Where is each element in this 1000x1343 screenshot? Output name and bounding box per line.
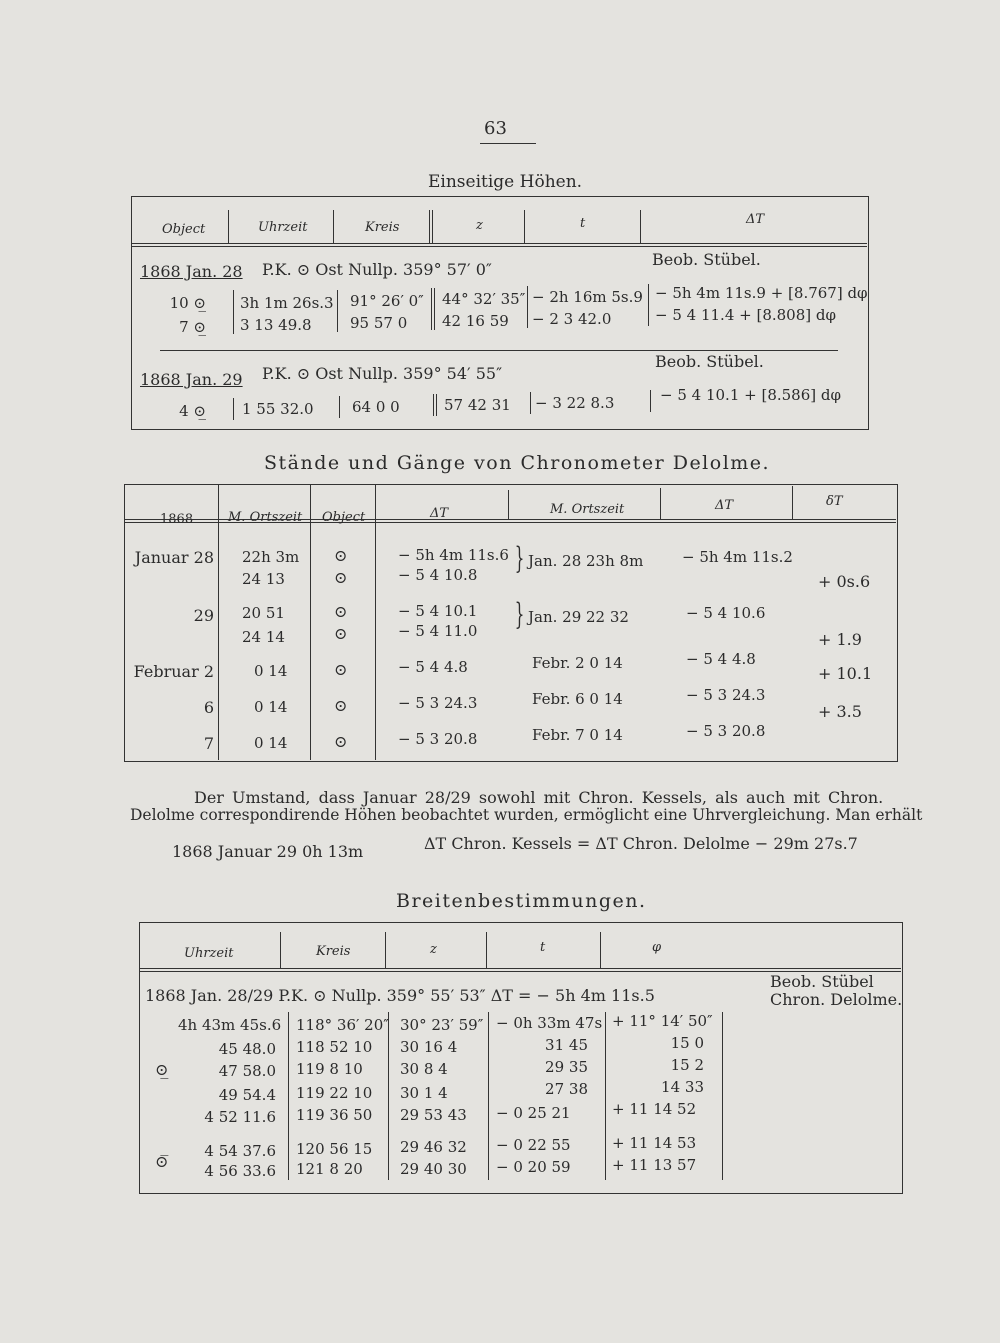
s2-r3-object: ⊙: [334, 602, 348, 621]
s2-header-dt2: ΔT: [715, 498, 734, 513]
s2-right-2-ortszeit: Jan. 29 22 32: [528, 608, 629, 626]
s2-col-div: [508, 490, 509, 520]
s3-beob1: Beob. Stübel: [770, 972, 874, 991]
s3-header-phi: φ: [652, 940, 662, 955]
s2-r3-date: 29: [193, 606, 214, 625]
s3-r7-z: 29 40 30: [400, 1160, 467, 1178]
s2-r7-date: 7: [203, 734, 214, 753]
s1-header-uhrzeit: Uhrzeit: [258, 220, 308, 235]
s1-header-t: t: [580, 216, 586, 231]
s1-g1-beob: Beob. Stübel.: [652, 250, 761, 269]
s1-g1-col-div: [527, 286, 528, 328]
s1-g1-r2-dt: − 5 4 11.4 + [8.808] dφ: [655, 306, 836, 324]
s3-r4-phi: 14 33: [661, 1078, 704, 1096]
s1-g1-col-div: [434, 288, 435, 330]
s2-r6-dt: − 5 3 24.3: [398, 694, 478, 712]
s1-g1-r1-t: − 2h 16m 5s.9: [532, 288, 643, 306]
s1-g1-r1-kreis: 91° 26′ 0″: [350, 292, 424, 310]
s2-r2-dt: − 5 4 10.8: [398, 566, 478, 584]
page-number-rule: [480, 143, 536, 144]
s3-r1-phi: + 11° 14′ 50″: [612, 1012, 713, 1030]
s3-col-div: [722, 1012, 723, 1180]
s3-r6-kreis: 120 56 15: [296, 1140, 373, 1158]
page-number: 63: [484, 118, 507, 139]
s3-col-div: [605, 1012, 606, 1180]
s3-object-1: ⊙̲: [155, 1060, 169, 1079]
s1-g1-r1-dt: − 5h 4m 11s.9 + [8.767] dφ: [655, 284, 868, 302]
s3-r2-uhrzeit: 45 48.0: [218, 1040, 276, 1058]
s1-g1-r1-object: 10 ⊙̲: [169, 294, 206, 312]
s2-r2-ortszeit: 24 13: [242, 570, 285, 588]
s3-r3-uhrzeit: 47 58.0: [218, 1062, 276, 1080]
s2-brace-2: }: [514, 597, 525, 632]
section3-title: Breitenbestimmungen.: [396, 890, 647, 912]
s3-r5-uhrzeit: 4 52 11.6: [204, 1108, 276, 1126]
section2-table: [124, 484, 898, 762]
s1-g2-r1-t: − 3 22 8.3: [535, 394, 615, 412]
paragraph-line1: Der Umstand, dass Januar 28/29 sowohl mit Chron. Kessels, als auch mit Chron.: [194, 788, 884, 807]
s1-g1-r2-t: − 2 3 42.0: [532, 310, 612, 328]
s2-right-4-ortszeit: Febr. 6 0 14: [532, 690, 623, 708]
s2-r3-dt: − 5 4 10.1: [398, 602, 478, 620]
s3-header-rule: [139, 968, 901, 969]
s1-header-kreis: Kreis: [365, 220, 400, 235]
s1-g2-r1-uhrzeit: 1 55 32.0: [242, 400, 314, 418]
section1-title: Einseitige Höhen.: [428, 172, 583, 192]
s1-col-div: [429, 210, 430, 243]
s2-header-object: Object: [322, 510, 366, 525]
s2-right-3-dt: − 5 4 4.8: [686, 650, 756, 668]
s1-g1-r1-uhrzeit: 3h 1m 26s.3: [240, 294, 334, 312]
s1-g2-r1-kreis: 64 0 0: [352, 398, 400, 416]
s2-r7-dt: − 5 3 20.8: [398, 730, 478, 748]
s2-r1-dt: − 5h 4m 11s.6: [398, 546, 509, 564]
s3-r5-kreis: 119 36 50: [296, 1106, 373, 1124]
s3-r4-kreis: 119 22 10: [296, 1084, 373, 1102]
s2-delta-1: + 0s.6: [818, 572, 871, 591]
s2-brace-1: }: [514, 541, 525, 576]
s3-r7-t: − 0 20 59: [496, 1158, 571, 1176]
s3-col-div: [280, 932, 281, 968]
s1-g1-col-div: [648, 284, 649, 326]
s1-group-separator: [160, 350, 838, 351]
s1-header-dt: ΔT: [746, 212, 765, 227]
s1-g1-col-div: [233, 290, 234, 334]
s3-col-div: [388, 1012, 389, 1180]
s2-right-5-ortszeit: Febr. 7 0 14: [532, 726, 623, 744]
s1-g2-col-div: [436, 394, 437, 416]
s3-r1-kreis: 118° 36′ 20″: [296, 1016, 389, 1034]
s2-r6-ortszeit: 0 14: [254, 698, 288, 716]
s3-r4-z: 30 1 4: [400, 1084, 448, 1102]
s1-g1-r2-object: 7 ⊙̲: [179, 318, 206, 336]
s2-right-5-dt: − 5 3 20.8: [686, 722, 766, 740]
s1-header-rule2: [131, 246, 867, 247]
paragraph-line2: Delolme correspondirende Höhen beobachtet wurden, ermöglicht eine Uhrvergleichung. Man erhält: [130, 806, 923, 824]
s1-col-div: [640, 210, 641, 243]
s1-g2-date: 1868 Jan. 29: [140, 370, 243, 389]
s2-r5-dt: − 5 4 4.8: [398, 658, 468, 676]
s2-col-div: [660, 488, 661, 520]
s2-r6-object: ⊙: [334, 696, 348, 715]
s1-col-div: [228, 210, 229, 243]
s3-r3-phi: 15 2: [670, 1056, 704, 1074]
s2-r2-object: ⊙: [334, 568, 348, 587]
s1-g1-r2-uhrzeit: 3 13 49.8: [240, 316, 312, 334]
s2-header-ortszeit2: M. Ortszeit: [550, 502, 625, 517]
s1-g2-r1-object: 4 ⊙̲: [179, 402, 206, 420]
s1-header-z: z: [476, 218, 483, 233]
s2-r5-date: Februar 2: [133, 662, 214, 681]
s3-r6-z: 29 46 32: [400, 1138, 467, 1156]
s3-r5-phi: + 11 14 52: [612, 1100, 697, 1118]
s2-delta-2: + 1.9: [818, 630, 862, 649]
s3-col-div: [288, 1012, 289, 1180]
s1-header-rule: [131, 243, 867, 244]
s1-g1-r2-kreis: 95 57 0: [350, 314, 408, 332]
s3-info: 1868 Jan. 28/29 P.K. ⊙ Nullp. 359° 55′ 53″ ΔT = − 5h 4m 11s.5: [145, 986, 655, 1005]
s2-right-4-dt: − 5 3 24.3: [686, 686, 766, 704]
s1-g2-col-div: [339, 396, 340, 418]
s3-header-kreis: Kreis: [316, 944, 351, 959]
s1-g2-r1-dt: − 5 4 10.1 + [8.586] dφ: [660, 386, 841, 404]
s3-object-2: ⊙̅: [155, 1152, 169, 1171]
s3-r5-z: 29 53 43: [400, 1106, 467, 1124]
s1-g1-col-div: [337, 290, 338, 332]
s3-header-z: z: [430, 942, 437, 957]
s3-col-div: [385, 932, 386, 968]
s2-r1-object: ⊙: [334, 546, 348, 565]
s3-r3-kreis: 119 8 10: [296, 1060, 363, 1078]
s2-r4-object: ⊙: [334, 624, 348, 643]
equation-right: ΔT Chron. Kessels = ΔT Chron. Delolme − 29m 27s.7: [424, 834, 858, 853]
s3-r7-uhrzeit: 4 56 33.6: [204, 1162, 276, 1180]
s2-r3-ortszeit: 20 51: [242, 604, 285, 622]
s3-r6-t: − 0 22 55: [496, 1136, 571, 1154]
s2-header-dt: ΔT: [430, 506, 449, 521]
s2-r1-date: Januar 28: [134, 548, 214, 567]
s2-col-div: [310, 484, 311, 760]
s2-r6-date: 6: [203, 698, 214, 717]
section2-title: Stände und Gänge von Chronometer Delolme.: [264, 452, 771, 474]
s3-r1-uhrzeit: 4h 43m 45s.6: [178, 1016, 282, 1034]
s3-r7-kreis: 121 8 20: [296, 1160, 363, 1178]
s1-g2-info: P.K. ⊙ Ost Nullp. 359° 54′ 55″: [262, 364, 503, 383]
s1-g1-date: 1868 Jan. 28: [140, 262, 243, 281]
s3-col-div: [600, 932, 601, 968]
s3-r3-t: 29 35: [545, 1058, 588, 1076]
s1-g2-col-div: [433, 394, 434, 416]
s1-col-div: [432, 210, 433, 243]
s2-header-ortszeit: M. Ortszeit: [228, 510, 303, 525]
s2-r4-dt: − 5 4 11.0: [398, 622, 478, 640]
s1-g1-col-div: [431, 288, 432, 330]
s1-header-object: Object: [162, 222, 206, 237]
s3-r2-kreis: 118 52 10: [296, 1038, 373, 1056]
s3-r7-phi: + 11 13 57: [612, 1156, 697, 1174]
s2-delta-3: + 10.1: [818, 664, 873, 683]
s2-r7-object: ⊙: [334, 732, 348, 751]
s1-g2-col-div: [650, 390, 651, 412]
s3-header-t: t: [540, 940, 546, 955]
s2-col-div: [375, 484, 376, 760]
s1-g2-beob: Beob. Stübel.: [655, 352, 764, 371]
s1-g1-info: P.K. ⊙ Ost Nullp. 359° 57′ 0″: [262, 260, 492, 279]
s1-g1-r1-z: 44° 32′ 35″: [442, 290, 526, 308]
s3-r4-uhrzeit: 49 54.4: [218, 1086, 276, 1104]
s3-r2-phi: 15 0: [670, 1034, 704, 1052]
s3-beob2: Chron. Delolme.: [770, 990, 903, 1009]
equation-left: 1868 Januar 29 0h 13m: [172, 842, 364, 861]
s2-right-3-ortszeit: Febr. 2 0 14: [532, 654, 623, 672]
s3-r1-z: 30° 23′ 59″: [400, 1016, 484, 1034]
s1-g2-col-div: [530, 392, 531, 414]
s3-r2-z: 30 16 4: [400, 1038, 458, 1056]
s2-col-div: [792, 486, 793, 520]
s1-col-div: [524, 210, 525, 243]
s3-r1-t: − 0h 33m 47s: [496, 1014, 603, 1032]
s2-right-1-dt: − 5h 4m 11s.2: [682, 548, 793, 566]
s3-r4-t: 27 38: [545, 1080, 588, 1098]
s1-g1-r2-z: 42 16 59: [442, 312, 509, 330]
s2-r4-ortszeit: 24 14: [242, 628, 285, 646]
s3-r2-t: 31 45: [545, 1036, 588, 1054]
s2-header-1868: 1868: [160, 512, 194, 527]
s1-g2-col-div: [233, 398, 234, 420]
s3-r6-uhrzeit: 4 54 37.6: [204, 1142, 276, 1160]
s1-g2-r1-z: 57 42 31: [444, 396, 511, 414]
s2-r1-ortszeit: 22h 3m: [242, 548, 300, 566]
s1-col-div: [333, 210, 334, 243]
s2-right-2-dt: − 5 4 10.6: [686, 604, 766, 622]
s2-r5-ortszeit: 0 14: [254, 662, 288, 680]
s2-r7-ortszeit: 0 14: [254, 734, 288, 752]
s3-r3-z: 30 8 4: [400, 1060, 448, 1078]
s2-delta-4: + 3.5: [818, 702, 862, 721]
s2-r5-object: ⊙: [334, 660, 348, 679]
s2-header-deltat: δT: [826, 494, 843, 509]
s2-col-div: [218, 484, 219, 760]
s3-col-div: [488, 1012, 489, 1180]
s3-col-div: [486, 932, 487, 968]
s3-r6-phi: + 11 14 53: [612, 1134, 697, 1152]
s3-r5-t: − 0 25 21: [496, 1104, 571, 1122]
s2-right-1-ortszeit: Jan. 28 23h 8m: [528, 552, 644, 570]
s3-header-uhrzeit: Uhrzeit: [184, 946, 234, 961]
